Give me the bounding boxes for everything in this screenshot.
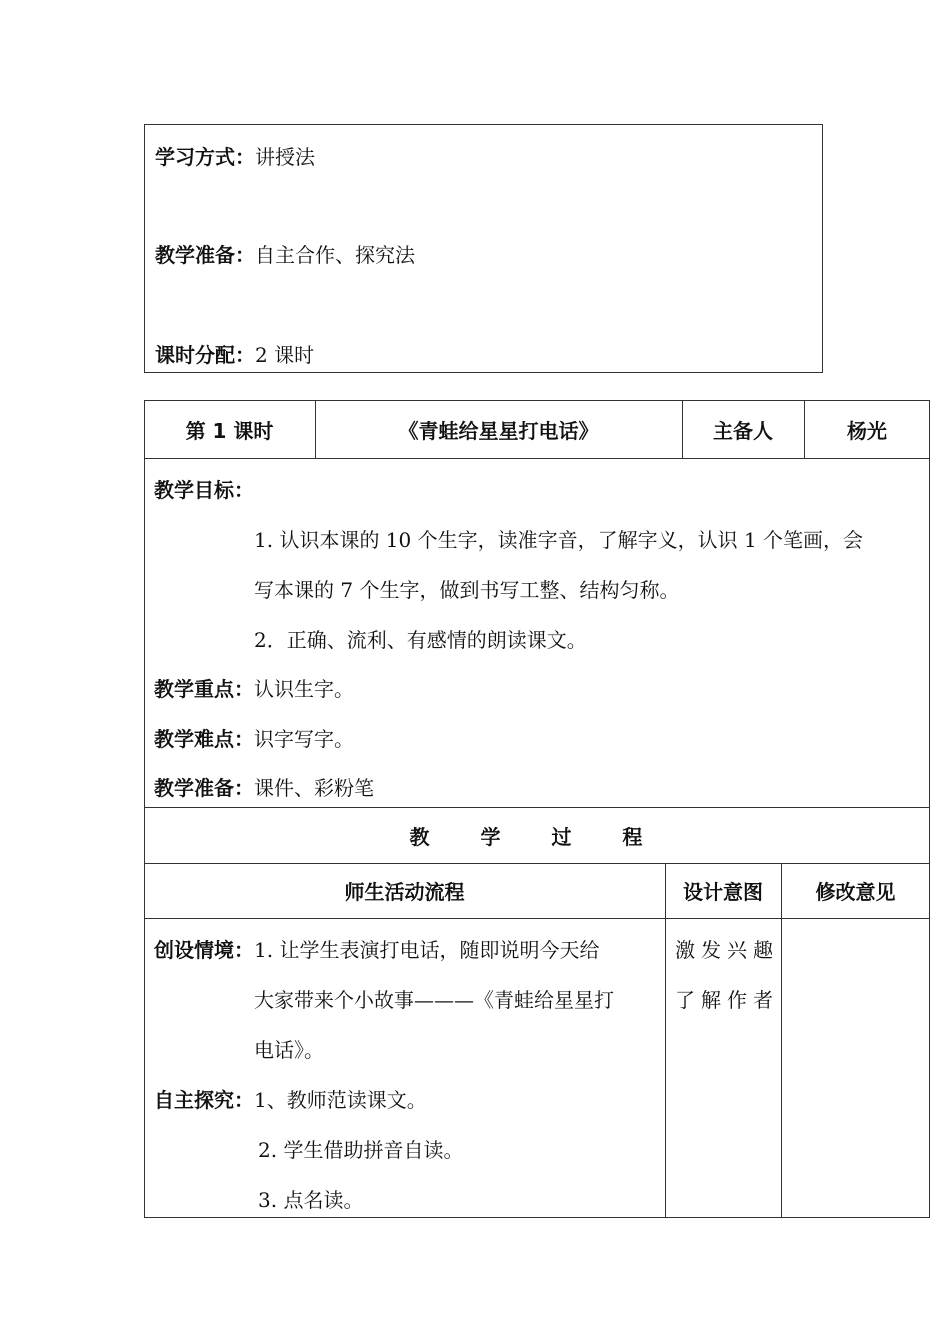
method-row: [155, 141, 315, 170]
preparer-label: 主备人: [713, 418, 773, 443]
key-point-row: [154, 673, 354, 702]
difficulty-value: 识字写字。: [254, 727, 354, 751]
col-flow: 师生活动流程: [344, 880, 465, 904]
prep-value: 自主合作、探究法: [255, 243, 415, 267]
prep-row: [155, 239, 415, 268]
intent-line1: 激发兴趣: [675, 938, 779, 962]
explore-2: 2. 学生借助拼音自读。: [258, 1138, 464, 1162]
process-title: 教 学 过 程: [409, 824, 665, 849]
key-point-value: 认识生字。: [254, 677, 354, 701]
difficulty-label: 教学难点：: [154, 727, 254, 751]
situation-label: 创设情境：: [154, 938, 254, 962]
objective-1-line1: 1. 认识本课的 10 个生字，读准字音，了解字义，认识 1 个笔画，会: [254, 528, 864, 552]
difficulty-row: [154, 723, 354, 752]
situation-line2: 大家带来个小故事———《青蛙给星星打: [254, 988, 614, 1012]
preparation-value: 课件、彩粉笔: [254, 776, 374, 800]
situation-line3: 电话》。: [254, 1038, 324, 1062]
alloc-value: 2 课时: [255, 343, 315, 367]
alloc-row: [155, 339, 314, 368]
method-value: 讲授法: [255, 145, 315, 169]
preparation-label: 教学准备：: [154, 776, 254, 800]
alloc-label: 课时分配：: [155, 343, 255, 367]
preparer-name: 杨光: [847, 418, 887, 443]
objectives-label: 教学目标：: [154, 478, 254, 502]
lesson-number: 第 1 课时: [185, 418, 274, 443]
lesson-title: 《青蛙给星星打电话》: [398, 418, 599, 443]
preparation-row: [154, 772, 374, 801]
explore-label: 自主探究：: [154, 1088, 254, 1112]
objective-2: 2．正确、流利、有感情的朗读课文。: [254, 628, 587, 652]
situation-line1: 1. 让学生表演打电话，随即说明今天给: [254, 938, 600, 962]
key-point-label: 教学重点：: [154, 677, 254, 701]
explore-3: 3. 点名读。: [258, 1188, 364, 1212]
objective-1-line2: 写本课的 7 个生字，做到书写工整、结构匀称。: [254, 578, 680, 602]
prep-label: 教学准备：: [155, 243, 255, 267]
col-intent: 设计意图: [683, 880, 763, 904]
explore-row: [154, 1084, 427, 1113]
intent-line2: 了解作者: [675, 988, 779, 1012]
method-label: 学习方式：: [155, 145, 255, 169]
explore-1: 1、教师范读课文。: [254, 1088, 427, 1112]
info-box: [144, 124, 823, 373]
situation-row: [154, 934, 599, 963]
col-revision: 修改意见: [815, 880, 896, 904]
lesson-table: [144, 400, 930, 1218]
